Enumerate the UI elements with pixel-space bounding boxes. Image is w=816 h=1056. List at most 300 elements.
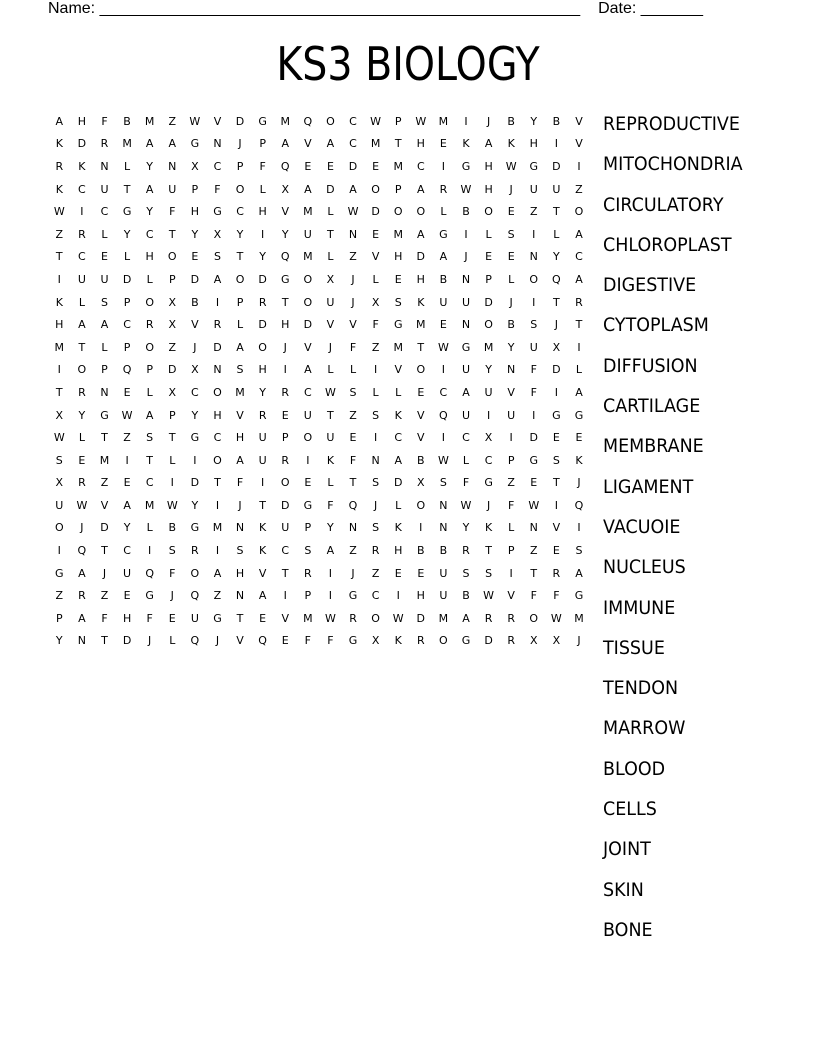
grid-letter: T <box>146 453 154 467</box>
grid-letter: Y <box>530 114 538 128</box>
grid-letter: J <box>464 250 468 264</box>
grid-letter: H <box>258 363 267 377</box>
grid-letter: L <box>440 205 447 219</box>
grid-letter: F <box>327 634 334 648</box>
grid-letter: D <box>77 137 87 151</box>
grid-letter: L <box>101 227 108 241</box>
grid-letter: E <box>259 611 267 625</box>
grid-letter: T <box>327 227 334 241</box>
grid-letter: D <box>168 363 177 377</box>
grid-letter: W <box>189 114 201 128</box>
grid-letter: G <box>190 137 200 151</box>
grid-letter: E <box>123 476 131 490</box>
grid-letter: I <box>577 159 581 173</box>
grid-letter: W <box>347 205 359 219</box>
grid-letter: Z <box>575 182 583 196</box>
grid-letter: K <box>259 521 267 535</box>
grid-letter: G <box>190 431 200 445</box>
grid-letter: W <box>121 408 133 422</box>
grid-letter: U <box>168 182 177 196</box>
grid-letter: K <box>78 159 86 173</box>
word-list-item: TISSUE <box>603 636 665 659</box>
name-label: Name: ______________________________________________________ <box>48 0 581 17</box>
grid-letter: I <box>215 498 220 512</box>
grid-letter: P <box>55 611 63 625</box>
grid-letter: J <box>102 566 107 580</box>
word-list-item: MITOCHONDRIA <box>603 153 743 176</box>
grid-letter: F <box>530 363 537 377</box>
grid-letter: O <box>235 182 245 196</box>
grid-letter: N <box>77 634 86 648</box>
grid-letter: M <box>393 227 403 241</box>
grid-letter: C <box>213 159 222 173</box>
grid-letter: J <box>328 340 333 354</box>
grid-letter: R <box>304 566 312 580</box>
grid-letter: A <box>462 611 470 625</box>
grid-letter: L <box>349 363 357 377</box>
grid-letter: Y <box>78 408 86 422</box>
grid-letter: M <box>416 318 426 332</box>
grid-letter: B <box>462 205 470 219</box>
word-list-item: BONE <box>603 918 653 941</box>
grid-letter: H <box>394 250 403 264</box>
grid-letter: Q <box>348 498 358 512</box>
grid-letter: J <box>170 589 174 603</box>
word-list-item: LIGAMENT <box>603 475 694 498</box>
grid-letter: X <box>191 159 199 173</box>
grid-letter: P <box>507 544 515 558</box>
grid-letter: R <box>552 566 561 580</box>
grid-letter: A <box>304 182 312 196</box>
grid-letter: U <box>439 295 448 309</box>
grid-letter: U <box>507 408 516 422</box>
grid-letter: I <box>396 589 400 603</box>
grid-letter: N <box>439 498 448 512</box>
grid-letter: V <box>507 385 515 399</box>
grid-letter: F <box>530 385 537 399</box>
grid-letter: X <box>168 295 177 309</box>
word-list-item: DIGESTIVE <box>603 274 697 297</box>
grid-row <box>48 584 590 607</box>
grid-letter: V <box>281 205 289 219</box>
grid-letter: A <box>575 566 583 580</box>
grid-letter: X <box>168 318 177 332</box>
grid-letter: C <box>349 114 357 128</box>
grid-letter: N <box>100 385 109 399</box>
grid-letter: I <box>554 137 558 151</box>
grid-letter: I <box>532 227 536 241</box>
grid-letter: W <box>324 611 336 625</box>
grid-letter: A <box>575 272 583 286</box>
grid-letter: L <box>327 205 334 219</box>
header-fields <box>48 0 703 18</box>
grid-letter: A <box>168 137 177 151</box>
grid-letter: F <box>101 611 108 625</box>
grid-row <box>48 110 590 133</box>
grid-row <box>48 155 590 178</box>
grid-row <box>48 381 590 404</box>
grid-letter: Q <box>303 114 313 128</box>
grid-letter: D <box>122 634 132 648</box>
grid-letter: S <box>236 363 244 377</box>
grid-letter: V <box>213 114 222 128</box>
grid-letter: T <box>236 250 244 264</box>
grid-letter: P <box>123 295 131 309</box>
grid-letter: I <box>261 476 265 490</box>
grid-letter: J <box>193 340 197 354</box>
grid-letter: W <box>392 611 404 625</box>
date-label: Date: _______ <box>598 0 704 17</box>
grid-letter: H <box>235 566 245 580</box>
grid-letter: E <box>507 250 515 264</box>
grid-letter: Q <box>439 408 448 422</box>
grid-letter: D <box>484 634 493 648</box>
grid-letter: I <box>283 589 287 603</box>
grid-letter: W <box>415 114 427 128</box>
grid-letter: P <box>168 408 176 422</box>
word-list-item: CIRCULATORY <box>603 193 724 216</box>
grid-letter: G <box>348 589 358 603</box>
grid-letter: T <box>78 340 86 354</box>
grid-letter: R <box>281 453 290 467</box>
grid-row <box>48 472 590 495</box>
grid-letter: U <box>461 363 471 377</box>
grid-letter: V <box>304 340 312 354</box>
word-list-item: IMMUNE <box>603 596 676 619</box>
grid-letter: Q <box>258 634 267 648</box>
grid-letter: G <box>258 114 267 128</box>
grid-letter: Z <box>168 340 177 354</box>
grid-letter: V <box>575 137 583 151</box>
grid-letter: A <box>78 611 86 625</box>
grid-letter: S <box>55 453 63 467</box>
grid-letter: I <box>80 205 84 219</box>
grid-letter: G <box>190 521 200 535</box>
word-list-item: CELLS <box>603 798 657 821</box>
grid-row <box>48 223 590 246</box>
grid-letter: F <box>349 453 357 467</box>
grid-letter: A <box>213 272 222 286</box>
grid-letter: F <box>553 589 560 603</box>
grid-letter: O <box>529 611 539 625</box>
grid-letter: A <box>417 182 425 196</box>
grid-letter: O <box>371 611 380 625</box>
grid-letter: Y <box>462 521 470 535</box>
word-list-item: MEMBRANE <box>603 435 704 458</box>
grid-letter: V <box>236 634 244 648</box>
grid-letter: I <box>554 498 558 512</box>
grid-letter: W <box>53 205 65 219</box>
grid-letter: C <box>303 385 312 399</box>
grid-letter: O <box>303 295 313 309</box>
grid-letter: A <box>439 250 448 264</box>
grid-letter: E <box>485 250 493 264</box>
grid-letter: V <box>326 318 335 332</box>
grid-row <box>48 268 590 291</box>
grid-letter: C <box>416 159 425 173</box>
grid-letter: Q <box>145 566 154 580</box>
grid-letter: I <box>441 431 446 445</box>
grid-letter: M <box>370 137 381 151</box>
grid-letter: W <box>370 114 382 128</box>
word-list-item: SKIN <box>603 878 644 901</box>
grid-letter: D <box>190 476 200 490</box>
grid-letter: R <box>349 611 357 625</box>
grid-letter: O <box>77 363 87 377</box>
grid-letter: B <box>552 114 561 128</box>
grid-letter: F <box>146 611 153 625</box>
grid-row <box>48 291 590 314</box>
grid-row <box>48 359 590 382</box>
grid-letter: K <box>259 544 267 558</box>
grid-letter: D <box>258 272 267 286</box>
grid-letter: U <box>100 272 109 286</box>
grid-letter: N <box>100 159 109 173</box>
grid-letter: P <box>191 182 199 196</box>
letter-grid <box>48 110 590 652</box>
grid-letter: T <box>214 476 221 490</box>
grid-letter: A <box>55 114 64 128</box>
grid-letter: M <box>212 521 223 535</box>
grid-letter: S <box>394 295 402 309</box>
grid-letter: Y <box>191 498 199 512</box>
grid-letter: T <box>101 544 108 558</box>
grid-letter: S <box>349 385 357 399</box>
grid-letter: T <box>55 250 63 264</box>
grid-letter: Y <box>327 521 334 535</box>
grid-letter: Z <box>55 227 64 241</box>
grid-letter: P <box>101 363 108 377</box>
grid-letter: U <box>55 498 64 512</box>
grid-letter: Z <box>371 340 380 354</box>
grid-letter: B <box>191 295 199 309</box>
grid-letter: T <box>552 476 560 490</box>
grid-letter: O <box>235 272 245 286</box>
grid-letter: L <box>146 272 153 286</box>
grid-letter: Z <box>529 544 538 558</box>
grid-letter: A <box>349 182 357 196</box>
grid-letter: J <box>215 634 220 648</box>
grid-letter: O <box>484 205 493 219</box>
grid-row <box>48 313 590 336</box>
grid-letter: C <box>78 182 86 196</box>
grid-letter: I <box>509 566 513 580</box>
grid-letter: L <box>78 431 85 445</box>
grid-letter: M <box>438 611 449 625</box>
grid-letter: P <box>123 340 131 354</box>
grid-letter: S <box>530 318 538 332</box>
grid-letter: E <box>530 476 538 490</box>
grid-letter: M <box>144 114 155 128</box>
grid-letter: Y <box>485 363 492 377</box>
word-list-item: MARROW <box>603 717 686 740</box>
grid-letter: X <box>371 634 380 648</box>
grid-letter: Q <box>552 272 561 286</box>
grid-letter: M <box>54 340 65 354</box>
grid-letter: T <box>168 431 176 445</box>
grid-letter: V <box>394 363 402 377</box>
grid-letter: O <box>393 205 403 219</box>
grid-letter: S <box>304 544 312 558</box>
grid-letter: L <box>236 318 244 332</box>
grid-letter: V <box>281 611 289 625</box>
grid-letter: N <box>348 227 358 241</box>
grid-letter: P <box>394 114 402 128</box>
grid-letter: L <box>146 385 153 399</box>
grid-letter: W <box>76 498 88 512</box>
grid-letter: H <box>235 431 245 445</box>
grid-letter: Z <box>168 114 177 128</box>
grid-row <box>48 133 590 156</box>
grid-row <box>48 539 590 562</box>
grid-letter: C <box>484 453 493 467</box>
grid-letter: P <box>281 431 289 445</box>
grid-letter: D <box>348 159 358 173</box>
grid-letter: L <box>124 250 131 264</box>
grid-letter: U <box>461 408 471 422</box>
grid-letter: D <box>371 205 380 219</box>
grid-letter: A <box>462 385 470 399</box>
grid-letter: R <box>191 544 199 558</box>
grid-letter: R <box>100 137 109 151</box>
grid-letter: G <box>100 408 109 422</box>
grid-letter: L <box>327 250 334 264</box>
grid-letter: L <box>462 453 470 467</box>
grid-letter: I <box>441 363 446 377</box>
grid-letter: J <box>238 498 242 512</box>
grid-letter: N <box>529 250 538 264</box>
grid-letter: Y <box>259 385 266 399</box>
grid-letter: O <box>213 453 222 467</box>
grid-letter: K <box>575 453 583 467</box>
grid-letter: E <box>439 318 447 332</box>
grid-letter: E <box>78 453 86 467</box>
grid-letter: G <box>213 611 222 625</box>
grid-letter: L <box>485 227 492 241</box>
grid-letter: K <box>55 295 63 309</box>
grid-letter: B <box>439 544 448 558</box>
grid-letter: M <box>438 114 449 128</box>
grid-letter: G <box>122 205 132 219</box>
grid-letter: S <box>372 476 380 490</box>
grid-letter: V <box>304 137 312 151</box>
grid-letter: O <box>213 385 222 399</box>
grid-letter: Y <box>507 340 515 354</box>
grid-letter: I <box>441 159 446 173</box>
grid-row <box>48 246 590 269</box>
grid-letter: M <box>280 114 290 128</box>
grid-letter: I <box>215 295 220 309</box>
grid-row <box>48 426 590 449</box>
grid-letter: R <box>78 227 86 241</box>
grid-letter: S <box>146 431 154 445</box>
grid-letter: I <box>486 408 491 422</box>
grid-letter: E <box>552 431 560 445</box>
grid-letter: T <box>123 182 131 196</box>
grid-letter: C <box>123 318 131 332</box>
grid-letter: G <box>393 318 403 332</box>
grid-letter: T <box>349 476 357 490</box>
grid-letter: P <box>259 137 266 151</box>
grid-letter: O <box>574 205 584 219</box>
grid-letter: Z <box>123 431 131 445</box>
grid-letter: X <box>326 272 335 286</box>
grid-letter: U <box>258 431 267 445</box>
grid-letter: A <box>145 408 154 422</box>
grid-letter: V <box>417 431 425 445</box>
word-list-item: TENDON <box>603 677 679 700</box>
grid-letter: N <box>235 521 245 535</box>
grid-letter: L <box>372 385 379 399</box>
grid-letter: A <box>326 137 335 151</box>
grid-letter: G <box>484 476 493 490</box>
grid-letter: X <box>168 385 177 399</box>
grid-letter: H <box>213 408 222 422</box>
grid-letter: D <box>122 272 132 286</box>
grid-letter: N <box>371 453 380 467</box>
grid-letter: S <box>213 250 221 264</box>
grid-letter: V <box>417 408 425 422</box>
grid-letter: Z <box>507 476 515 490</box>
grid-letter: H <box>258 205 267 219</box>
grid-letter: Z <box>100 589 109 603</box>
grid-letter: T <box>552 295 560 309</box>
grid-letter: I <box>328 566 333 580</box>
word-list-item: JOINT <box>603 838 651 861</box>
grid-letter: E <box>191 250 199 264</box>
grid-letter: I <box>419 521 423 535</box>
grid-letter: K <box>394 408 402 422</box>
grid-letter: I <box>170 476 174 490</box>
grid-letter: W <box>483 589 495 603</box>
grid-letter: W <box>437 340 449 354</box>
grid-letter: V <box>371 250 380 264</box>
grid-letter: W <box>166 498 178 512</box>
grid-letter: X <box>371 295 380 309</box>
grid-letter: O <box>303 431 313 445</box>
grid-letter: L <box>327 476 334 490</box>
grid-letter: Q <box>190 589 200 603</box>
grid-letter: J <box>509 295 513 309</box>
grid-letter: M <box>393 159 403 173</box>
grid-letter: C <box>123 544 131 558</box>
grid-letter: D <box>416 250 426 264</box>
grid-letter: V <box>552 521 561 535</box>
grid-letter: P <box>146 363 153 377</box>
grid-letter: F <box>214 182 221 196</box>
grid-letter: R <box>281 385 290 399</box>
grid-letter: Y <box>123 227 131 241</box>
grid-letter: B <box>417 453 425 467</box>
grid-letter: W <box>53 431 65 445</box>
grid-letter: Z <box>213 589 222 603</box>
grid-letter: H <box>281 318 290 332</box>
grid-letter: X <box>552 634 561 648</box>
grid-letter: Q <box>122 363 132 377</box>
grid-letter: I <box>577 521 581 535</box>
grid-letter: G <box>461 159 471 173</box>
grid-letter: U <box>326 431 335 445</box>
grid-letter: Y <box>146 205 154 219</box>
grid-letter: Y <box>191 227 199 241</box>
grid-letter: C <box>281 544 290 558</box>
grid-letter: F <box>530 589 537 603</box>
grid-letter: Z <box>55 589 64 603</box>
grid-letter: C <box>371 589 380 603</box>
grid-letter: I <box>464 114 468 128</box>
grid-letter: D <box>393 476 403 490</box>
grid-letter: N <box>439 521 448 535</box>
